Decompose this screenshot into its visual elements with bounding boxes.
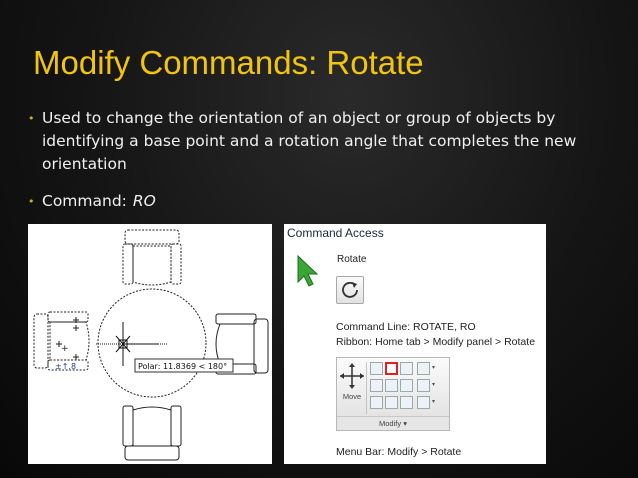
dropdown-arrow-icon[interactable]: ▾: [432, 399, 436, 405]
chair-top-arm-right: [171, 244, 181, 284]
table-circle: [98, 289, 206, 397]
slide-title: Modify Commands: Rotate: [33, 44, 424, 81]
chair-top-seat: [133, 246, 171, 285]
dropdown-arrow-icon[interactable]: ▾: [432, 365, 436, 371]
bullet-description-text: Used to change the orientation of an object or group of objects by identifying a base point and a rotation angle that completes the new orientation: [42, 109, 577, 173]
fillet-2-tool-icon[interactable]: [385, 379, 398, 392]
move-icon: [340, 362, 364, 390]
polar-tooltip: Polar: 11.8369 < 180°: [138, 362, 228, 371]
bullet-description: [28, 107, 608, 176]
ribbon-separator: [366, 362, 367, 414]
move-tool[interactable]: [340, 362, 364, 408]
rotation-glyph-b: ±↑.8: [55, 362, 77, 371]
bullet-command: [28, 190, 608, 213]
command-access-header: Command Access: [287, 226, 384, 240]
extend-tool-icon[interactable]: [400, 379, 413, 392]
rotate-drawing-example: [28, 224, 272, 464]
rotate-icon: [339, 279, 361, 301]
offset-tool-icon[interactable]: [417, 396, 430, 409]
chair-left-arm-top: [48, 312, 88, 322]
command-line-text: Command Line: ROTATE, RO: [336, 321, 476, 333]
chair-bottom-back: [125, 446, 179, 460]
chair-right-seat: [216, 324, 254, 364]
chair-top-arm-left: [123, 244, 133, 284]
command-label: Command:: [42, 192, 127, 210]
dropdown-arrow-icon[interactable]: ▾: [432, 382, 436, 388]
table-chairs-drawing: [28, 224, 272, 464]
mirror-tool-icon[interactable]: [370, 379, 383, 392]
cursor-arrow-icon: [296, 254, 320, 288]
command-value: RO: [132, 192, 156, 210]
rotation-glyph-a: +: [61, 344, 69, 354]
move-label: Move: [342, 392, 362, 401]
chair-top-back: [125, 230, 179, 244]
rotate-label: Rotate: [337, 254, 367, 265]
chair-bottom-seat: [133, 407, 171, 446]
rotate-button[interactable]: [336, 276, 364, 304]
scale-tool-icon[interactable]: [385, 396, 398, 409]
chair-bottom-arm-left: [123, 406, 133, 446]
fillet-tool-icon[interactable]: [417, 362, 430, 375]
rotate-tool-icon[interactable]: [385, 362, 398, 375]
trim-tool-icon[interactable]: [400, 362, 413, 375]
array-tool-icon[interactable]: [400, 396, 413, 409]
chair-bottom-arm-right: [171, 406, 181, 446]
chair-right-arm-top: [216, 314, 256, 324]
bullet-list: [28, 107, 608, 213]
chair-left-back: [34, 314, 48, 368]
menu-bar-path-text: Menu Bar: Modify > Rotate: [336, 446, 462, 458]
stretch-tool-icon[interactable]: [370, 396, 383, 409]
modify-panel-footer[interactable]: Modify ▾: [337, 416, 449, 430]
explode-tool-icon[interactable]: [417, 379, 430, 392]
ribbon-path-text: Ribbon: Home tab > Modify panel > Rotate: [336, 336, 536, 348]
copy-tool-icon[interactable]: [370, 362, 383, 375]
modify-ribbon-panel: [336, 357, 450, 431]
chair-left-seat: [50, 322, 89, 360]
command-access-panel: [284, 224, 546, 464]
